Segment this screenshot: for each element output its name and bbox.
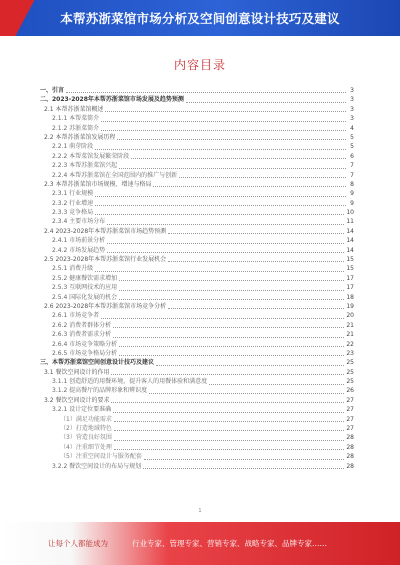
toc-entry[interactable]: [40, 142, 354, 151]
toc-entry-title: 3.1 餐饮空间设计的作用: [44, 368, 110, 376]
toc-entry-page: 9: [350, 190, 354, 198]
toc-entry[interactable]: [40, 340, 354, 349]
toc-entry-title: 二、2023-2028年本帮苏浙菜馆市场发展及趋势预测: [40, 96, 184, 104]
toc-dot-leader: [209, 384, 344, 385]
toc-entry[interactable]: [40, 208, 354, 217]
toc-entry[interactable]: [40, 236, 354, 245]
toc-entry-title: 3.2 餐饮空间设计的要求: [44, 396, 110, 404]
toc-entry-page: 10: [346, 209, 354, 217]
toc-entry[interactable]: [40, 330, 354, 339]
toc-entry-title: 2.5.2 健康餐饮需求增加: [52, 274, 118, 282]
toc-dot-leader: [119, 280, 344, 281]
toc-dot-leader: [95, 196, 346, 197]
toc-entry-title: （5）注重空间设计与服务配套: [60, 453, 142, 461]
toc-entry[interactable]: [40, 264, 354, 273]
toc-dot-leader: [107, 224, 344, 225]
toc-entry[interactable]: [40, 415, 354, 424]
toc-entry[interactable]: [40, 452, 354, 461]
toc-entry[interactable]: [40, 433, 354, 442]
toc-entry-page: 20: [346, 312, 354, 320]
toc-entry-title: 2.3.3 竞争格局: [52, 209, 94, 217]
toc-entry-title: 2.3 本帮苏浙菜馆市场规模、增速与格局: [44, 180, 152, 188]
toc-dot-leader: [149, 393, 344, 394]
toc-entry-title: 2.6 2023-2028年本帮苏浙菜馆市场竞争分析: [44, 302, 167, 310]
toc-entry-page: 28: [346, 453, 354, 461]
toc-dot-leader: [95, 205, 346, 206]
toc-dot-leader: [114, 430, 345, 431]
toc-dot-leader: [114, 440, 345, 441]
toc-dot-leader: [113, 412, 344, 413]
toc-entry[interactable]: [40, 199, 354, 208]
toc-entry-title: 2.1.2 苏浙菜简介: [52, 124, 100, 132]
footer-tags: 行业专家、管理专家、营销专家、战略专家、品牌专家……: [132, 539, 327, 548]
toc-entry-title: 2.4 2023-2028年本帮苏浙菜馆市场趋势预测: [44, 227, 167, 235]
toc-entry-page: 5: [350, 143, 354, 151]
toc-entry-title: 2.2.4 本帮苏浙菜馆在全国范围内的推广与创新: [52, 171, 178, 179]
toc-entry[interactable]: [40, 443, 354, 452]
toc-entry[interactable]: [40, 311, 354, 320]
toc-entry-page: 11: [346, 218, 354, 226]
toc-entry[interactable]: [40, 161, 354, 170]
toc-entry-title: 2.4.2 市场发展趋势: [52, 246, 106, 254]
toc-dot-leader: [107, 252, 344, 253]
toc-entry-title: 三、本帮苏浙菜馆空间创意设计技巧及建议: [40, 359, 155, 367]
toc-dot-leader: [153, 186, 346, 187]
toc-dot-leader: [144, 459, 345, 460]
toc-entry[interactable]: [40, 396, 354, 405]
toc-entry[interactable]: [40, 462, 354, 471]
toc-entry-title: 2.6.1 市场竞争者: [52, 312, 100, 320]
toc-dot-leader: [101, 121, 346, 122]
toc-dot-leader: [119, 290, 344, 291]
toc-dot-leader: [113, 337, 344, 338]
toc-entry[interactable]: [40, 246, 354, 255]
toc-entry-page: 27: [346, 415, 354, 423]
toc-entry-title: 2.5.1 消费升级: [52, 265, 94, 273]
toc-entry-page: 17: [346, 274, 354, 282]
toc-entry-page: 4: [350, 124, 354, 132]
toc-entry-page: 15: [346, 265, 354, 273]
toc-entry-title: 一、引言: [40, 86, 65, 94]
toc-entry-title: 2.1 本帮苏浙菜馆概述: [44, 105, 104, 113]
toc-dot-leader: [111, 374, 344, 375]
toc-entry-page: 28: [346, 462, 354, 470]
toc-dot-leader: [101, 130, 346, 131]
toc-entry[interactable]: [40, 227, 354, 236]
toc-entry-title: 3.2.1 设计定位要准确: [52, 406, 112, 414]
toc-entry[interactable]: [40, 302, 354, 311]
toc-entry[interactable]: [40, 358, 354, 367]
toc-entry-title: 2.6.5 市场竞争格局分析: [52, 349, 118, 357]
toc-dot-leader: [131, 158, 346, 159]
footer-banner: [0, 522, 400, 565]
toc-entry-title: 2.3.4 主要市场分布: [52, 218, 106, 226]
toc-entry[interactable]: [40, 321, 354, 330]
toc-entry-page: 7: [350, 162, 354, 170]
toc-entry-title: 2.5 2023-2028年本帮苏浙菜馆行业发展机会: [44, 256, 167, 264]
toc-dot-leader: [95, 149, 346, 150]
toc-entry-page: 6: [350, 152, 354, 160]
toc-entry[interactable]: [40, 105, 354, 114]
toc-dot-leader: [111, 402, 344, 403]
toc-dot-leader: [143, 468, 344, 469]
toc-dot-leader: [66, 92, 346, 93]
toc-entry-title: 2.3.2 行业增速: [52, 199, 94, 207]
toc-dot-leader: [168, 233, 344, 234]
toc-entry-page: 14: [346, 227, 354, 235]
toc-entry-page: 22: [346, 340, 354, 348]
toc-entry-page: 25: [346, 368, 354, 376]
toc-dot-leader: [156, 365, 344, 366]
toc-entry-title: 3.1.1 创造舒适的用餐环境，提升客人的用餐体验和满意度: [52, 378, 208, 386]
table-of-contents: [40, 86, 354, 471]
toc-entry-title: 2.1.1 本帮菜简介: [52, 115, 100, 123]
toc-entry[interactable]: [40, 124, 354, 133]
toc-title: 内容目录: [173, 58, 226, 72]
toc-entry-page: 15: [346, 256, 354, 264]
toc-entry[interactable]: [40, 368, 354, 377]
toc-dot-leader: [114, 421, 345, 422]
toc-entry-page: 9: [350, 199, 354, 207]
toc-dot-leader: [119, 355, 344, 356]
toc-entry[interactable]: [40, 133, 354, 142]
toc-entry-page: 3: [350, 86, 354, 94]
toc-entry-title: 2.6.4 市场竞争策略分析: [52, 340, 118, 348]
toc-entry[interactable]: [40, 274, 354, 283]
toc-entry-page: 28: [346, 434, 354, 442]
toc-entry[interactable]: [40, 171, 354, 180]
document-header-title: 本帮苏浙菜馆市场分析及空间创意设计技巧及建议: [60, 11, 340, 26]
toc-entry-title: 2.2.1 萌芽阶段: [52, 143, 94, 151]
toc-entry-title: 2.2.2 本帮菜馆发展繁荣阶段: [52, 152, 130, 160]
toc-entry-title: 2.5.4 国际化发展的机会: [52, 293, 118, 301]
toc-entry-page: 27: [346, 406, 354, 414]
toc-entry-page: 19: [346, 302, 354, 310]
toc-entry-page: 27: [346, 425, 354, 433]
toc-dot-leader: [119, 168, 346, 169]
toc-dot-leader: [168, 261, 344, 262]
toc-entry-title: 2.5.3 互联网技术的应用: [52, 284, 118, 292]
toc-dot-leader: [107, 243, 344, 244]
toc-dot-leader: [105, 111, 346, 112]
toc-entry[interactable]: [40, 180, 354, 189]
toc-entry-page: 3: [350, 96, 354, 104]
toc-entry[interactable]: [40, 387, 354, 396]
toc-entry-title: （1）满足功能需求: [60, 415, 112, 423]
toc-entry[interactable]: [40, 189, 354, 198]
page-number: 1: [198, 508, 202, 514]
header-banner: [0, 0, 400, 36]
toc-entry-title: 2.2.3 本帮苏浙菜馆兴起: [52, 162, 118, 170]
toc-entry[interactable]: [40, 424, 354, 433]
toc-dot-leader: [186, 102, 346, 103]
toc-entry[interactable]: [40, 114, 354, 123]
toc-entry-page: 28: [346, 443, 354, 451]
toc-entry-title: （3）营造良好氛围: [60, 434, 112, 442]
toc-dot-leader: [95, 214, 344, 215]
toc-entry-page: 3: [350, 105, 354, 113]
toc-entry-title: （2）打造地域特色: [60, 425, 112, 433]
toc-entry-page: 8: [350, 180, 354, 188]
toc-entry-title: 2.2 本帮苏浙菜馆发展历程: [44, 133, 116, 141]
toc-dot-leader: [114, 449, 345, 450]
toc-dot-leader: [117, 139, 346, 140]
toc-entry-page: 5: [350, 133, 354, 141]
toc-entry[interactable]: [40, 377, 354, 386]
toc-entry-title: 2.6.2 消费者群体分析: [52, 321, 112, 329]
toc-entry-page: 25: [346, 378, 354, 386]
toc-entry-page: 21: [346, 321, 354, 329]
toc-entry[interactable]: [40, 95, 354, 104]
toc-entry-page: 25: [346, 359, 354, 367]
toc-entry[interactable]: [40, 293, 354, 302]
toc-dot-leader: [168, 308, 344, 309]
toc-entry-page: 21: [346, 331, 354, 339]
toc-entry-page: 17: [346, 284, 354, 292]
toc-dot-leader: [95, 271, 344, 272]
toc-entry[interactable]: [40, 255, 354, 264]
toc-entry-title: 2.4.1 市场前景分析: [52, 237, 106, 245]
toc-entry-page: 26: [346, 387, 354, 395]
toc-entry-title: 2.6.3 消费者需求分析: [52, 331, 112, 339]
toc-dot-leader: [101, 318, 344, 319]
toc-entry[interactable]: [40, 349, 354, 358]
toc-dot-leader: [119, 346, 344, 347]
toc-entry[interactable]: [40, 152, 354, 161]
toc-entry-page: 3: [350, 115, 354, 123]
toc-entry[interactable]: [40, 217, 354, 226]
toc-entry[interactable]: [40, 405, 354, 414]
toc-dot-leader: [179, 177, 346, 178]
toc-dot-leader: [113, 327, 344, 328]
toc-entry-title: 2.3.1 行业规模: [52, 190, 94, 198]
toc-entry-page: 14: [346, 237, 354, 245]
toc-entry[interactable]: [40, 86, 354, 95]
toc-dot-leader: [119, 299, 344, 300]
toc-entry-page: 7: [350, 171, 354, 179]
toc-entry-title: （4）注重细节处理: [60, 443, 112, 451]
toc-entry-title: 3.1.2 提高餐厅的品牌形象和辨识度: [52, 387, 148, 395]
toc-entry-title: 3.2.2 餐饮空间设计的布局与规划: [52, 462, 142, 470]
toc-entry[interactable]: [40, 283, 354, 292]
footer-slogan: 让每个人都能成为: [48, 539, 108, 548]
toc-entry-page: 23: [346, 349, 354, 357]
toc-entry-page: 18: [346, 293, 354, 301]
toc-entry-page: 27: [346, 396, 354, 404]
toc-entry-page: 14: [346, 246, 354, 254]
